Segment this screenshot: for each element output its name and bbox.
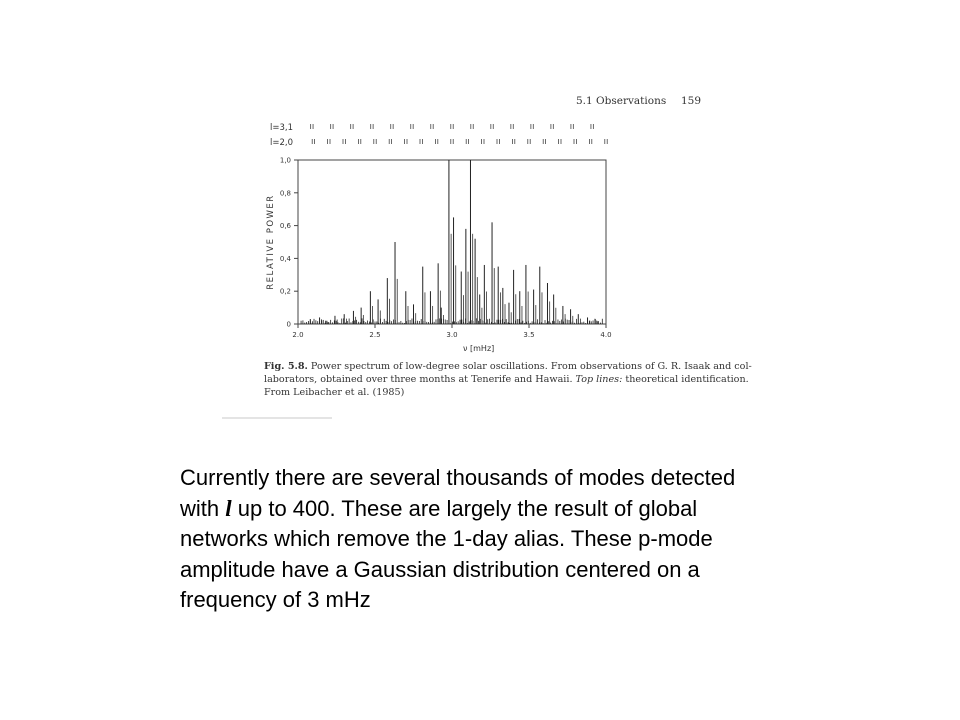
y-tick-label: 1,0 <box>279 156 291 165</box>
y-tick-label: 0,8 <box>279 189 291 198</box>
identification-row-label: l=2,0 <box>270 138 294 148</box>
paragraph-line-3: networks which remove the 1-day alias. These p-mode <box>180 526 713 551</box>
x-tick-label: 3.0 <box>446 331 458 339</box>
plot-frame <box>294 160 606 328</box>
identification-row-label: l=3,1 <box>270 123 294 133</box>
x-tick-label: 4.0 <box>600 331 612 339</box>
figure-caption-line-1: Fig. 5.8. Power spectrum of low-degree solar oscillations. From observations of G. R. Isaak and col- <box>264 361 752 372</box>
x-axis-label: ν [mHz] <box>463 344 495 353</box>
power-spectrum-peaks <box>301 160 602 324</box>
paragraph-line-5: frequency of 3 mHz <box>180 587 371 612</box>
y-tick-label: 0,4 <box>279 254 291 263</box>
paragraph-line-2: with l up to 400. These are largely the result of global <box>180 495 698 521</box>
figure-caption-line-2: laborators, obtained over three months at Tenerife and Hawaii. Top lines: theoretical identification. <box>264 374 749 385</box>
section-heading: 5.1 Observations <box>576 95 667 107</box>
x-tick-label: 2.0 <box>292 331 304 339</box>
figure-caption-line-3: From Leibacher et al. (1985) <box>264 387 405 398</box>
y-axis-label: RELATIVE POWER <box>266 194 276 290</box>
plot-border <box>298 160 606 324</box>
page-number: 159 <box>681 95 702 107</box>
paragraph-line-4: amplitude have a Gaussian distribution centered on a <box>180 556 700 582</box>
x-tick-label: 3.5 <box>523 331 535 339</box>
y-tick-label: 0,6 <box>279 222 291 231</box>
y-tick-label: 0,2 <box>279 287 291 296</box>
paragraph-line-1: Currently there are several thousands of modes detected <box>180 465 736 490</box>
identification-rows <box>270 123 607 148</box>
y-tick-label: 0 <box>286 320 291 329</box>
degree-symbol: l <box>225 495 232 521</box>
x-tick-label: 2.5 <box>369 331 381 339</box>
explanatory-paragraph <box>180 463 880 616</box>
